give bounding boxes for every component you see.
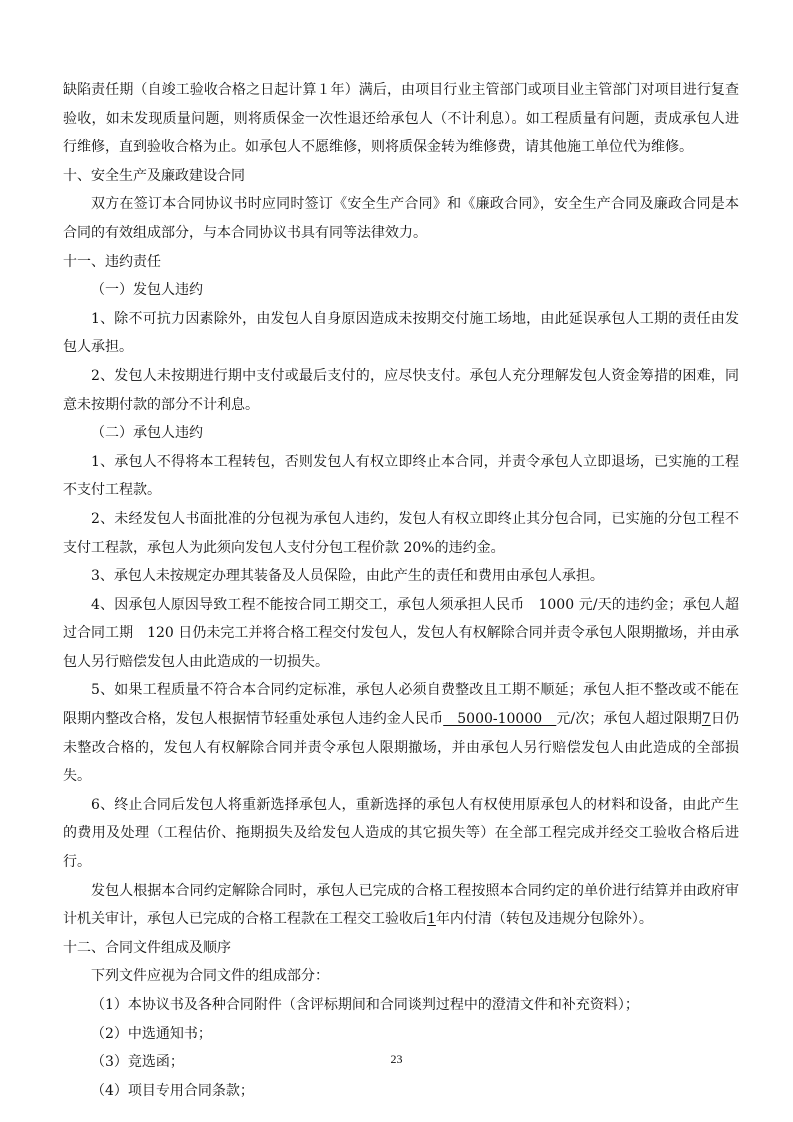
section-heading-10: 十、安全生产及廉政建设合同 (63, 167, 245, 184)
clause-contractor-1: 1、承包人不得将本工程转包，否则发包人有权立即终止本合同，并责令承包人立即退场，已实施的工程不支付工程款。 (63, 453, 739, 499)
paragraph-safety-integrity: 双方在签订本合同协议书时应同时签订《安全生产合同》和《廉政合同》，安全生产合同及廉政合同是本合同的有效组成部分，与本合同协议书具有同等法律效力。 (63, 196, 739, 241)
paragraph-contract-docs: 下列文件应视为合同文件的组成部分： (91, 968, 329, 985)
payment-years-blank: 1 (427, 911, 436, 928)
deadline-days-blank: 7 (701, 711, 711, 728)
subheading-contractor-breach: （二）承包人违约 (91, 425, 203, 442)
settlement-text-a: 发包人根据本合同约定解除合同时，承包人已完成的合格工程按照本合同约定的单价进行结算并由政府审计机关审计，承包人已完成的合格工程款在工程交工验收后 (63, 882, 739, 928)
clause-5-text-a: 5、如果工程质量不符合本合同约定标准，承包人必须自费整改且工期不顺延；承包人拒不整改或不能在限期内整改合格，发包人根据情节轻重处承包人违约金人民币 (63, 682, 739, 728)
settlement-text-b: 年内付清（转包及违规分包除外）。 (435, 911, 653, 928)
section-heading-12: 十二、合同文件组成及顺序 (63, 939, 231, 956)
subheading-employer-breach: （一）发包人违约 (91, 282, 203, 299)
clause-employer-1: 1、除不可抗力因素除外，由发包人自身原因造成未按期交付施工场地，由此延误承包人工期的责任由发包人承担。 (63, 310, 739, 356)
clause-employer-2: 2、发包人未按期进行期中支付或最后支付的，应尽快支付。承包人充分理解发包人资金筹措的困难，同意未按期付款的部分不计利息。 (63, 367, 739, 413)
list-item-2: （2）中选通知书； (91, 1025, 212, 1042)
clause-5-text-b: 元/次；承包人超过限期 (556, 711, 702, 728)
list-item-1: （1）本协议书及各种合同附件（含评标期间和合同谈判过程中的澄清文件和补充资料）； (91, 997, 639, 1013)
contract-page-body (63, 76, 739, 1105)
clause-contractor-4: 4、因承包人原因导致工程不能按合同工期交工，承包人须承担人民币 1000 元/天的违约金；承包人超过合同工期 120 日仍未完工并将合格工程交付发包人，发包人有权解除合同并责令承包人限期撤场，并由承包人另行赔偿发包人由此造成的一切损失。 (63, 596, 739, 670)
clause-contractor-6: 6、终止合同后发包人将重新选择承包人，重新选择的承包人有权使用原承包人的材料和设备，由此产生的费用及处理（工程估价、拖期损失及给发包人造成的其它损失等）在全部工程完成并经交工验收合格后进行。 (63, 796, 739, 871)
list-item-4: （4）项目专用合同条款； (91, 1082, 254, 1099)
penalty-amount-blank: 5000-10000 (443, 711, 557, 728)
clause-settlement (63, 877, 739, 934)
clause-contractor-3: 3、承包人未按规定办理其装备及人员保险，由此产生的责任和费用由承包人承担。 (91, 568, 604, 585)
clause-5-text-c: 日仍未整改合格的，发包人有权解除合同并责令承包人限期撤场，并由承包人另行赔偿发包人由此造成的全部损失。 (63, 711, 740, 785)
page-number: 23 (390, 1052, 403, 1066)
section-heading-11: 十一、违约责任 (63, 253, 161, 270)
clause-contractor-2: 2、未经发包人书面批准的分包视为承包人违约，发包人有权立即终止其分包合同，已实施的分包工程不支付工程款，承包人为此须向发包人支付分包工程价款 20%的违约金。 (63, 510, 739, 556)
clause-contractor-5 (63, 676, 739, 790)
paragraph-defect-liability: 缺陷责任期（自竣工验收合格之日起计算１年）满后，由项目行业主管部门或项目业主管部门对项目进行复查验收，如未发现质量问题，则将质保金一次性退还给承包人（不计利息）。如工程质量有问题，责成承包人进行维修，直到验收合格为止。如承包人不愿维修，则将质保金转为维修费，请其他施工单位代为维修。 (63, 82, 739, 156)
list-item-3: （3）竞选函； (91, 1054, 184, 1071)
